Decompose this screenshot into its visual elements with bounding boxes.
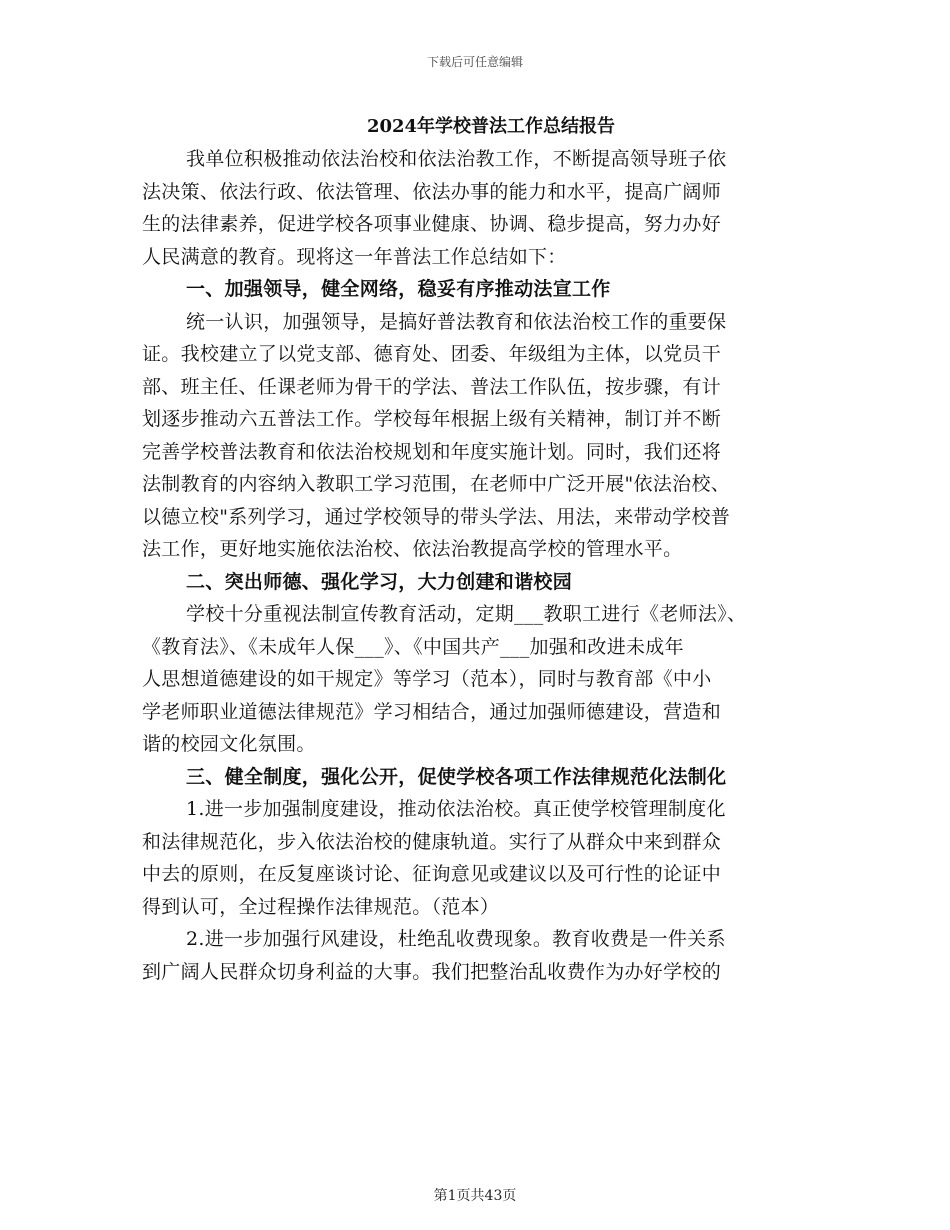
section-heading: 三、健全制度，强化公开，促使学校各项工作法律规范化法制化 — [186, 765, 727, 788]
paragraph-line: 1.进一步加强制度建设，推动依法治校。真正使学校管理制度化 — [186, 798, 726, 820]
paragraph-line: 划逐步推动六五普法工作。学校每年根据上级有关精神，制订并不断 — [142, 408, 722, 430]
paragraph-line: 法工作，更好地实施依法治校、依法治教提高学校的管理水平。 — [142, 538, 683, 560]
document-text — [142, 143, 822, 988]
page-footer: 第1页共43页 — [433, 1188, 517, 1204]
section-heading: 二、突出师德、强化学习，大力创建和谐校园 — [186, 570, 573, 593]
paragraph-line: 证。我校建立了以党支部、德育处、团委、年级组为主体，以党员干 — [142, 343, 722, 365]
paragraph-line: 《教育法》、《未成年人保___》、《中国共产___加强和改进未成年 — [142, 635, 684, 658]
paragraph-line: 法制教育的内容纳入教职工学习范围，在老师中广泛开展"依法治校、 — [142, 473, 731, 495]
paragraph-line: 学校十分重视法制宣传教育活动，定期___教职工进行《老师法》、 — [186, 603, 747, 625]
paragraph-line: 统一认识，加强领导，是搞好普法教育和依法治校工作的重要保 — [186, 310, 727, 333]
paragraph-line: 学老师职业道德法律规范》学习相结合，通过加强师德建设，营造和 — [142, 700, 722, 723]
document-title: 2024年学校普法工作总结报告 — [366, 116, 616, 137]
paragraph-line: 我单位积极推动依法治校和依法治教工作，不断提高领导班子依 — [186, 148, 727, 170]
paragraph-line: 人民满意的教育。现将这一年普法工作总结如下： — [142, 245, 567, 268]
paragraph-line: 得到认可，全过程操作法律规范。（范本） — [142, 895, 500, 918]
paragraph-line: 法决策、依法行政、依法管理、依法办事的能力和水平，提高广阔师 — [142, 180, 722, 203]
paragraph-line: 中去的原则，在反复座谈讨论、征询意见或建议以及可行性的论证中 — [142, 863, 722, 885]
paragraph-line: 人思想道德建设的如干规定》等学习（范本），同时与教育部《中小 — [142, 668, 712, 690]
paragraph-line: 和法律规范化，步入依法治校的健康轨道。实行了从群众中来到群众 — [142, 830, 722, 853]
paragraph-line: 完善学校普法教育和依法治校规划和年度实施计划。同时，我们还将 — [142, 440, 722, 463]
paragraph-line: 以德立校"系列学习，通过学校领导的带头学法、用法，来带动学校普 — [142, 505, 731, 528]
paragraph-line: 到广阔人民群众切身利益的大事。我们把整治乱收费作为办好学校的 — [142, 960, 722, 983]
section-heading: 一、加强领导，健全网络，稳妥有序推动法宣工作 — [186, 278, 611, 300]
page-header: 下载后可任意编辑 — [426, 55, 523, 69]
paragraph-line: 生的法律素养，促进学校各项事业健康、协调、稳步提高，努力办好 — [142, 213, 722, 235]
document-body — [142, 111, 822, 988]
paragraph-line: 2.进一步加强行风建设，杜绝乱收费现象。教育收费是一件关系 — [186, 928, 726, 950]
paragraph-line: 谐的校园文化氛围。 — [142, 733, 316, 755]
paragraph-line: 部、班主任、任课老师为骨干的学法、普法工作队伍，按步骤，有计 — [142, 375, 722, 398]
